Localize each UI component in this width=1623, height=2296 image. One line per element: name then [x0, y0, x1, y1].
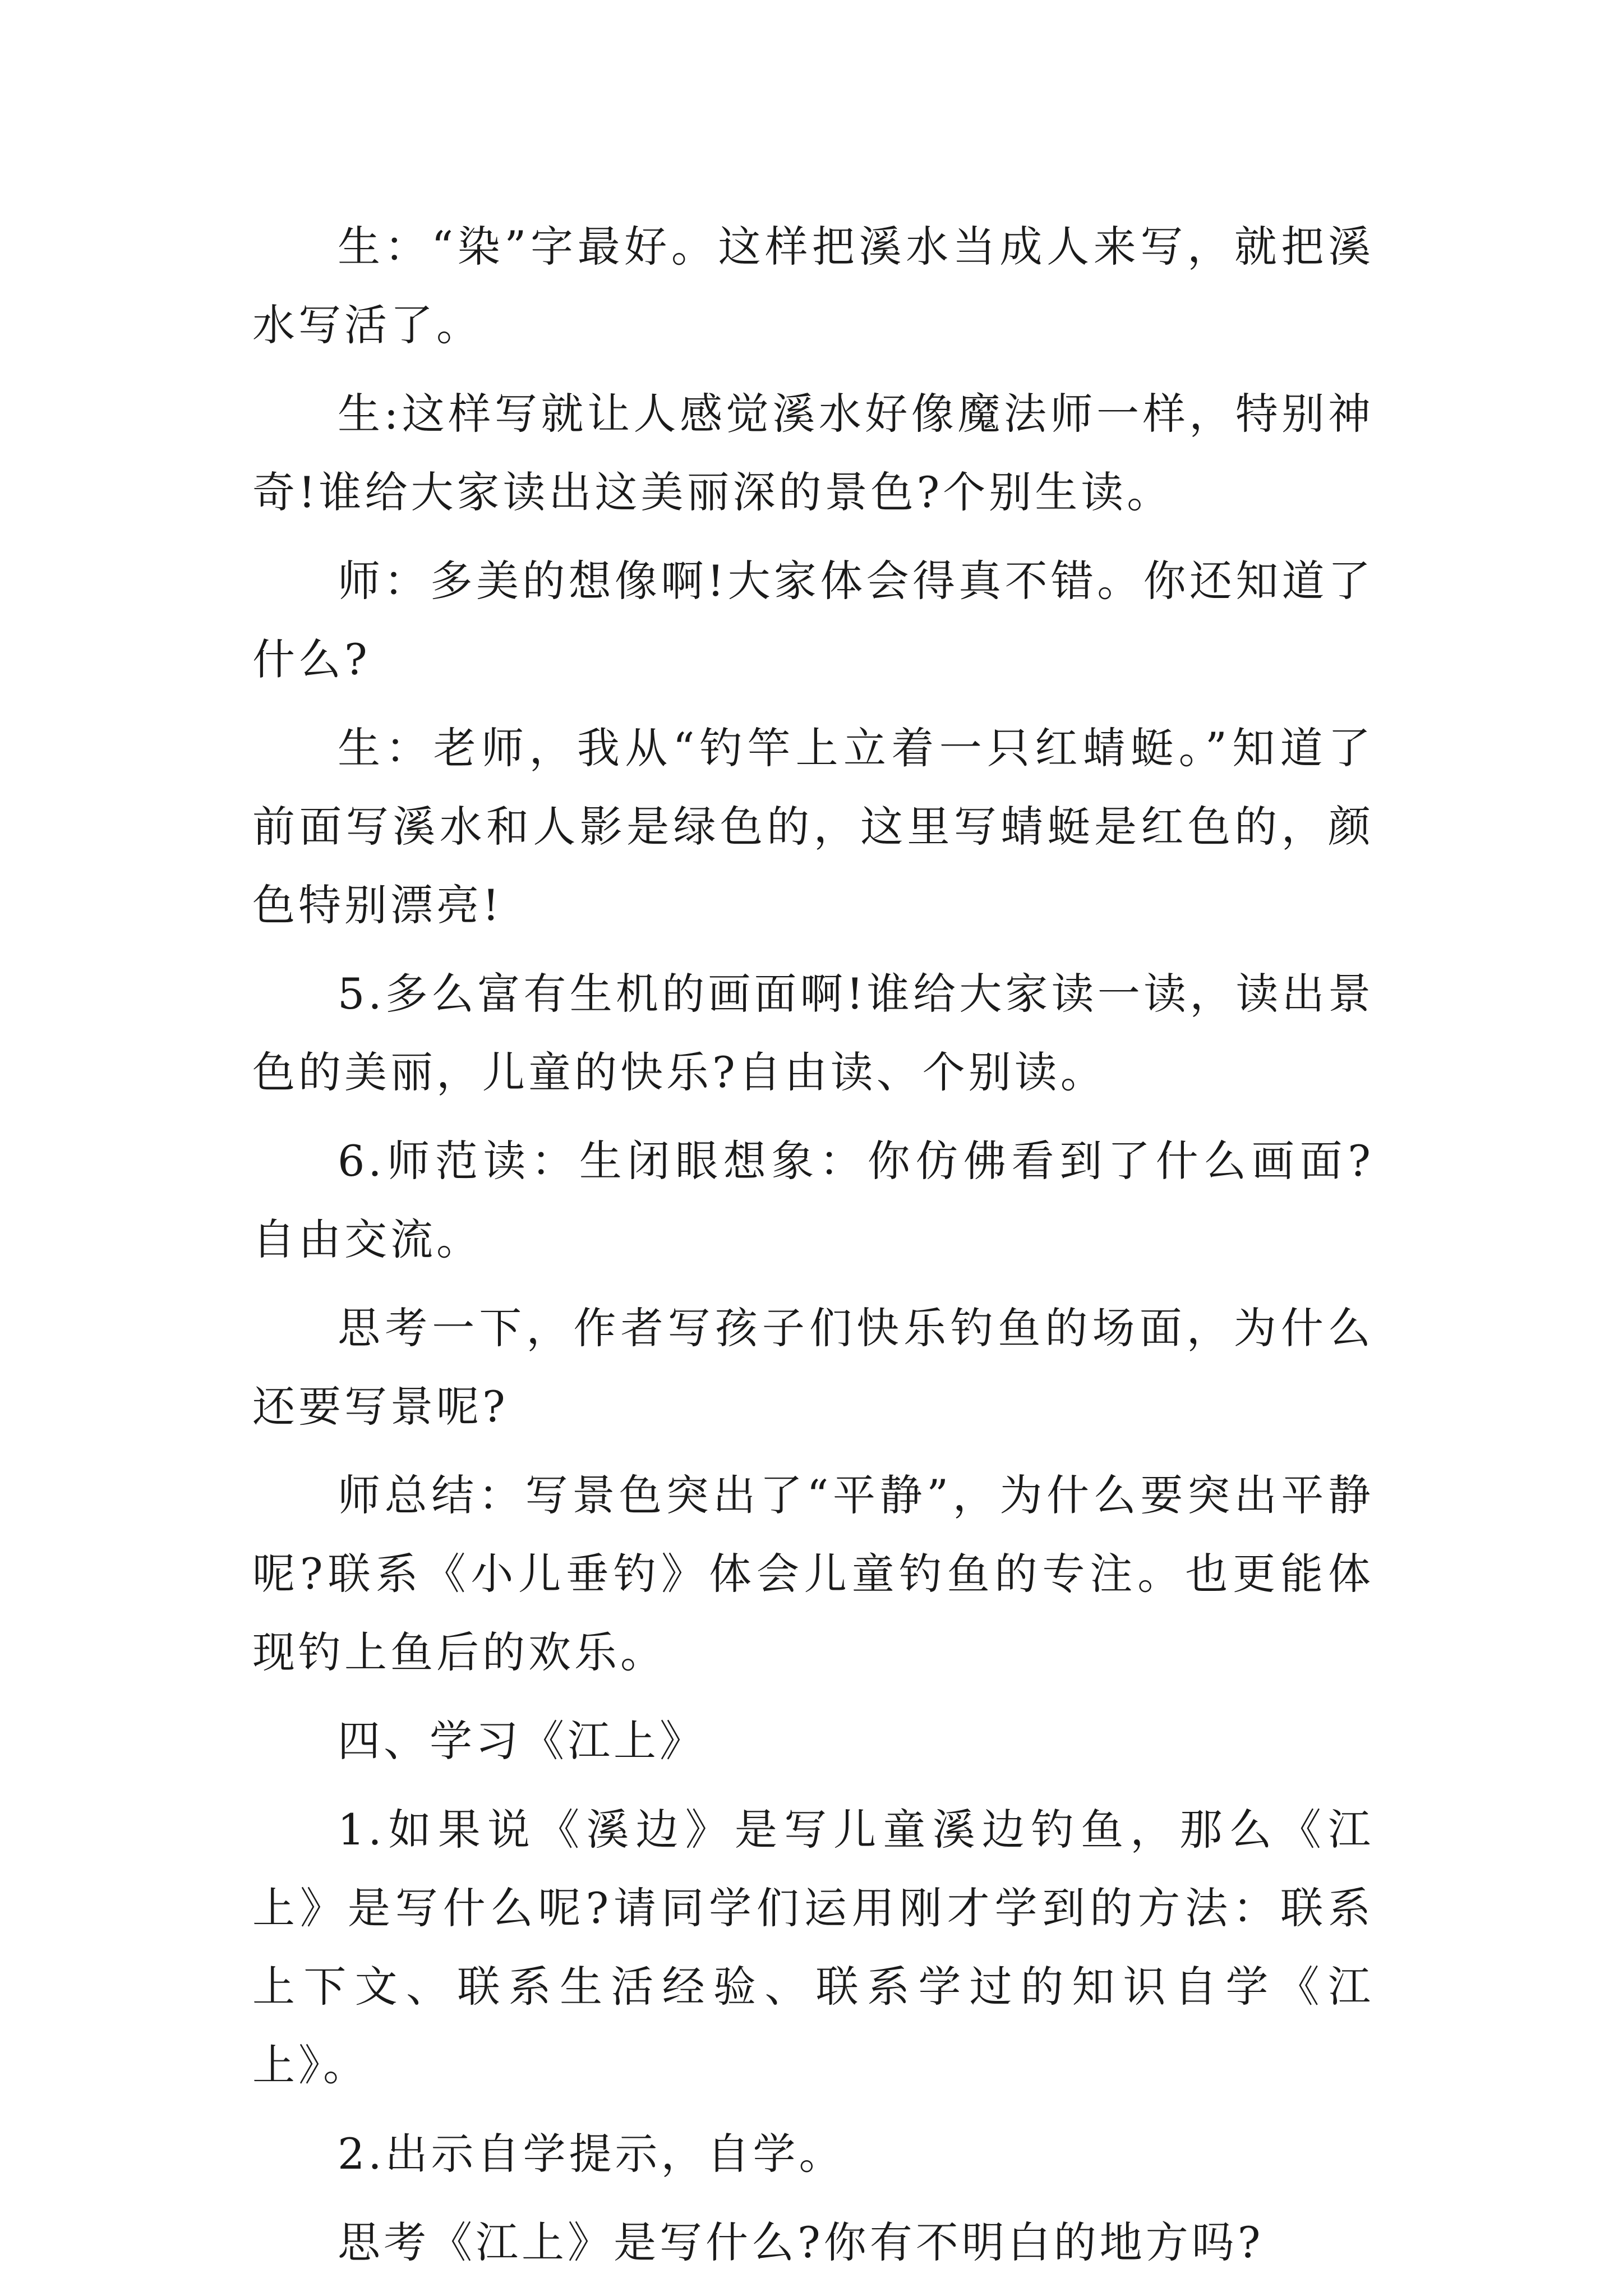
paragraph-7: 思考一下，作者写孩子们快乐钓鱼的场面，为什么还要写景呢?	[252, 1303, 1374, 1432]
paragraph-11: 2.出示自学提示，自学。	[338, 2129, 845, 2179]
paragraph-12: 思考《江上》是写什么?你有不明白的地方吗?	[338, 2217, 1264, 2267]
paragraph-4: 生：老师，我从“钓竿上立着一只红蜻蜓。”知道了前面写溪水和人影是绿色的，这里写蜻蜓是红色的，颜色特别漂亮!	[252, 723, 1374, 930]
section-heading: 四、学习《江上》	[338, 1716, 706, 1766]
paragraph-2: 生:这样写就让人感觉溪水好像魔法师一样，特别神奇!谁给大家读出这美丽深的景色?个别生读。	[252, 389, 1374, 517]
paragraph-5: 5.多么富有生机的画面啊!谁给大家读一读，读出景色的美丽，儿童的快乐?自由读、个别读。	[252, 969, 1374, 1097]
paragraph-10: 1.如果说《溪边》是写儿童溪边钓鱼，那么《江上》是写什么呢?请同学们运用刚才学到的方法：联系上下文、联系生活经验、联系学过的知识自学《江上》。	[252, 1805, 1374, 2090]
document-body	[252, 208, 1374, 2292]
paragraph-3: 师：多美的想像啊!大家体会得真不错。你还知道了什么?	[252, 556, 1374, 684]
paragraph-1: 生：“染”字最好。这样把溪水当成人来写，就把溪水写活了。	[252, 222, 1374, 350]
paragraph-6: 6.师范读：生闭眼想象：你仿佛看到了什么画面?自由交流。	[252, 1136, 1374, 1264]
paragraph-8: 师总结：写景色突出了“平静”，为什么要突出平静呢?联系《小儿垂钓》体会儿童钓鱼的专注。也更能体现钓上鱼后的欢乐。	[252, 1470, 1374, 1677]
